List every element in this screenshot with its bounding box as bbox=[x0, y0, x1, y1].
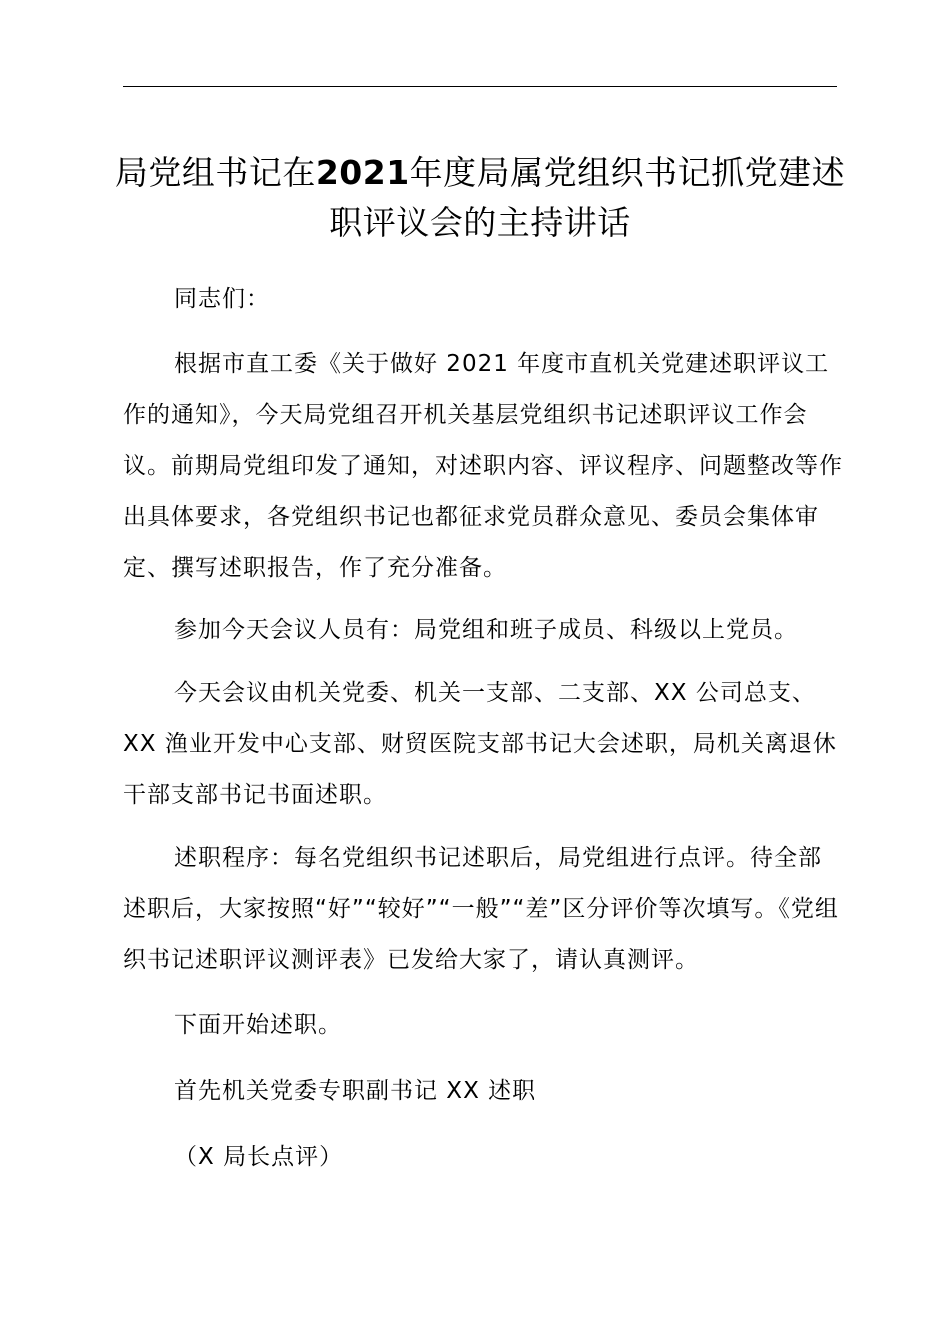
paragraph-attendees: 参加今天会议人员有：局党组和班子成员、科级以上党员。 bbox=[174, 617, 798, 643]
paragraph-reporting-units: 今天会议由机关党委、机关一支部、二支部、XX 公司总支、XX 渔业开发中心支部、财贸医院支部书记大会述职，局机关离退休干部支部书记书面述职。 bbox=[123, 680, 837, 808]
paragraph-comment-note: （X 局长点评） bbox=[174, 1144, 344, 1170]
title-year: 2021 bbox=[315, 153, 410, 192]
title-part-1: 局党组书记在 bbox=[114, 153, 316, 192]
paragraph-meeting-background: 根据市直工委《关于做好 2021 年度市直机关党建述职评议工作的通知》，今天局党组召开机关基层党组织书记述职评议工作会议。前期局党组印发了通知，对述职内容、评议程序、问题整改等作出具体要求，各党组织书记也都征求党员群众意见、委员会集体审定、撰写述职报告，作了充分准备。 bbox=[123, 351, 843, 581]
document-title bbox=[100, 148, 860, 248]
title-part-2: 年度局属党组织书记抓党建述职评议会的主持讲话 bbox=[329, 153, 846, 242]
header-rule bbox=[123, 86, 837, 87]
paragraph-start: 下面开始述职。 bbox=[174, 1012, 342, 1038]
paragraph-procedure: 述职程序：每名党组织书记述职后，局党组进行点评。待全部述职后，大家按照“好”“较好”“一般”“差”区分评价等次填写。《党组织书记述职评议测评表》已发给大家了，请认真测评。 bbox=[123, 845, 839, 973]
salutation: 同志们： bbox=[174, 286, 270, 312]
paragraph-first-speaker: 首先机关党委专职副书记 XX 述职 bbox=[174, 1078, 537, 1104]
